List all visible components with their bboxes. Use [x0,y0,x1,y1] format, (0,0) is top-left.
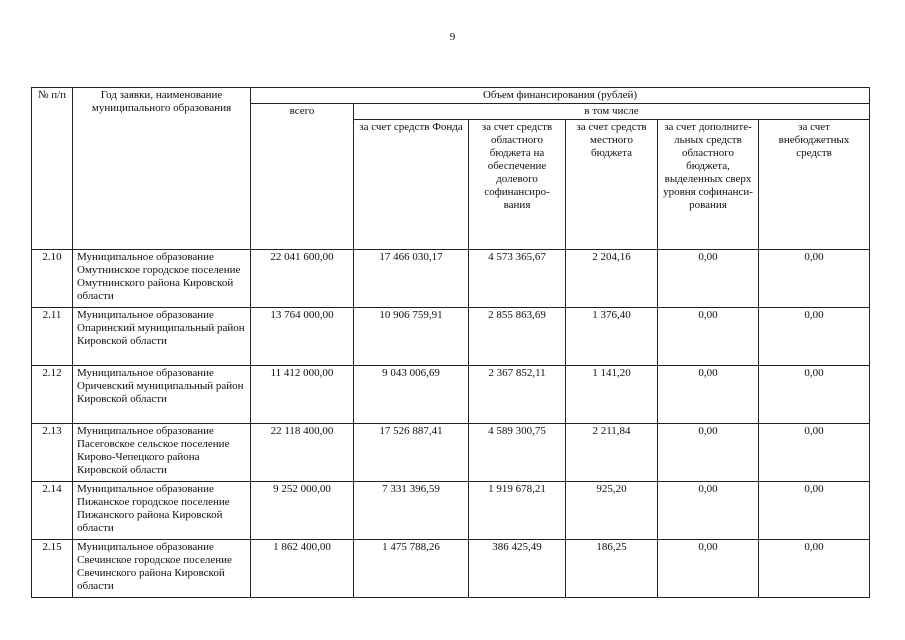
table-row [32,540,870,598]
header-extra: за счет внебюджетных средств [759,120,870,250]
municipality-name: Муниципальное образование Опаринский муниципальный район Кировской области [73,308,251,366]
regional-amount: 2 367 852,11 [469,366,566,424]
regional-amount: 386 425,49 [469,540,566,598]
fund-amount: 10 906 759,91 [354,308,469,366]
extra-amount: 0,00 [759,308,870,366]
table-row [32,424,870,482]
local-amount: 2 204,16 [566,250,658,308]
total-amount: 9 252 000,00 [251,482,354,540]
additional-amount: 0,00 [658,366,759,424]
additional-amount: 0,00 [658,482,759,540]
table-row [32,482,870,540]
additional-amount: 0,00 [658,308,759,366]
total-amount: 22 041 600,00 [251,250,354,308]
header-number: № п/п [32,88,73,250]
total-amount: 13 764 000,00 [251,308,354,366]
additional-amount: 0,00 [658,250,759,308]
table-row [32,366,870,424]
fund-amount: 1 475 788,26 [354,540,469,598]
table-row [32,250,870,308]
local-amount: 925,20 [566,482,658,540]
row-number: 2.10 [32,250,73,308]
municipality-name: Муниципальное образование Свечинское городское поселение Свечинского района Кировской области [73,540,251,598]
additional-amount: 0,00 [658,540,759,598]
extra-amount: 0,00 [759,250,870,308]
fund-amount: 7 331 396,59 [354,482,469,540]
fund-amount: 17 526 887,41 [354,424,469,482]
regional-amount: 2 855 863,69 [469,308,566,366]
table-row [32,308,870,366]
fund-amount: 17 466 030,17 [354,250,469,308]
local-amount: 2 211,84 [566,424,658,482]
row-number: 2.12 [32,366,73,424]
financing-table [31,87,870,598]
header-total: всего [251,104,354,250]
municipality-name: Муниципальное образование Пижанское городское поселение Пижанского района Кировской области [73,482,251,540]
additional-amount: 0,00 [658,424,759,482]
regional-amount: 1 919 678,21 [469,482,566,540]
row-number: 2.15 [32,540,73,598]
total-amount: 11 412 000,00 [251,366,354,424]
local-amount: 186,25 [566,540,658,598]
regional-amount: 4 589 300,75 [469,424,566,482]
extra-amount: 0,00 [759,540,870,598]
municipality-name: Муниципальное образование Пасеговское сельское поселение Кирово-Чепецкого района Кировской области [73,424,251,482]
row-number: 2.11 [32,308,73,366]
header-additional: за счет дополните-льных средств областного бюджета, выделенных сверх уровня софинанси-рования [658,120,759,250]
local-amount: 1 376,40 [566,308,658,366]
total-amount: 1 862 400,00 [251,540,354,598]
extra-amount: 0,00 [759,482,870,540]
page-number: 9 [449,31,456,43]
municipality-name: Муниципальное образование Оричевский муниципальный район Кировской области [73,366,251,424]
header-local: за счет средств местного бюджета [566,120,658,250]
extra-amount: 0,00 [759,424,870,482]
header-including: в том числе [354,104,870,120]
header-financing: Объем финансирования (рублей) [251,88,870,104]
header-fund: за счет средств Фонда [354,120,469,250]
header-name: Год заявки, наименование муниципального образования [73,88,251,250]
extra-amount: 0,00 [759,366,870,424]
local-amount: 1 141,20 [566,366,658,424]
header-regional: за счет средств областного бюджета на обеспечение долевого софинансиро-вания [469,120,566,250]
municipality-name: Муниципальное образование Омутнинское городское поселение Омутнинского района Кировской области [73,250,251,308]
total-amount: 22 118 400,00 [251,424,354,482]
row-number: 2.13 [32,424,73,482]
row-number: 2.14 [32,482,73,540]
regional-amount: 4 573 365,67 [469,250,566,308]
fund-amount: 9 043 006,69 [354,366,469,424]
